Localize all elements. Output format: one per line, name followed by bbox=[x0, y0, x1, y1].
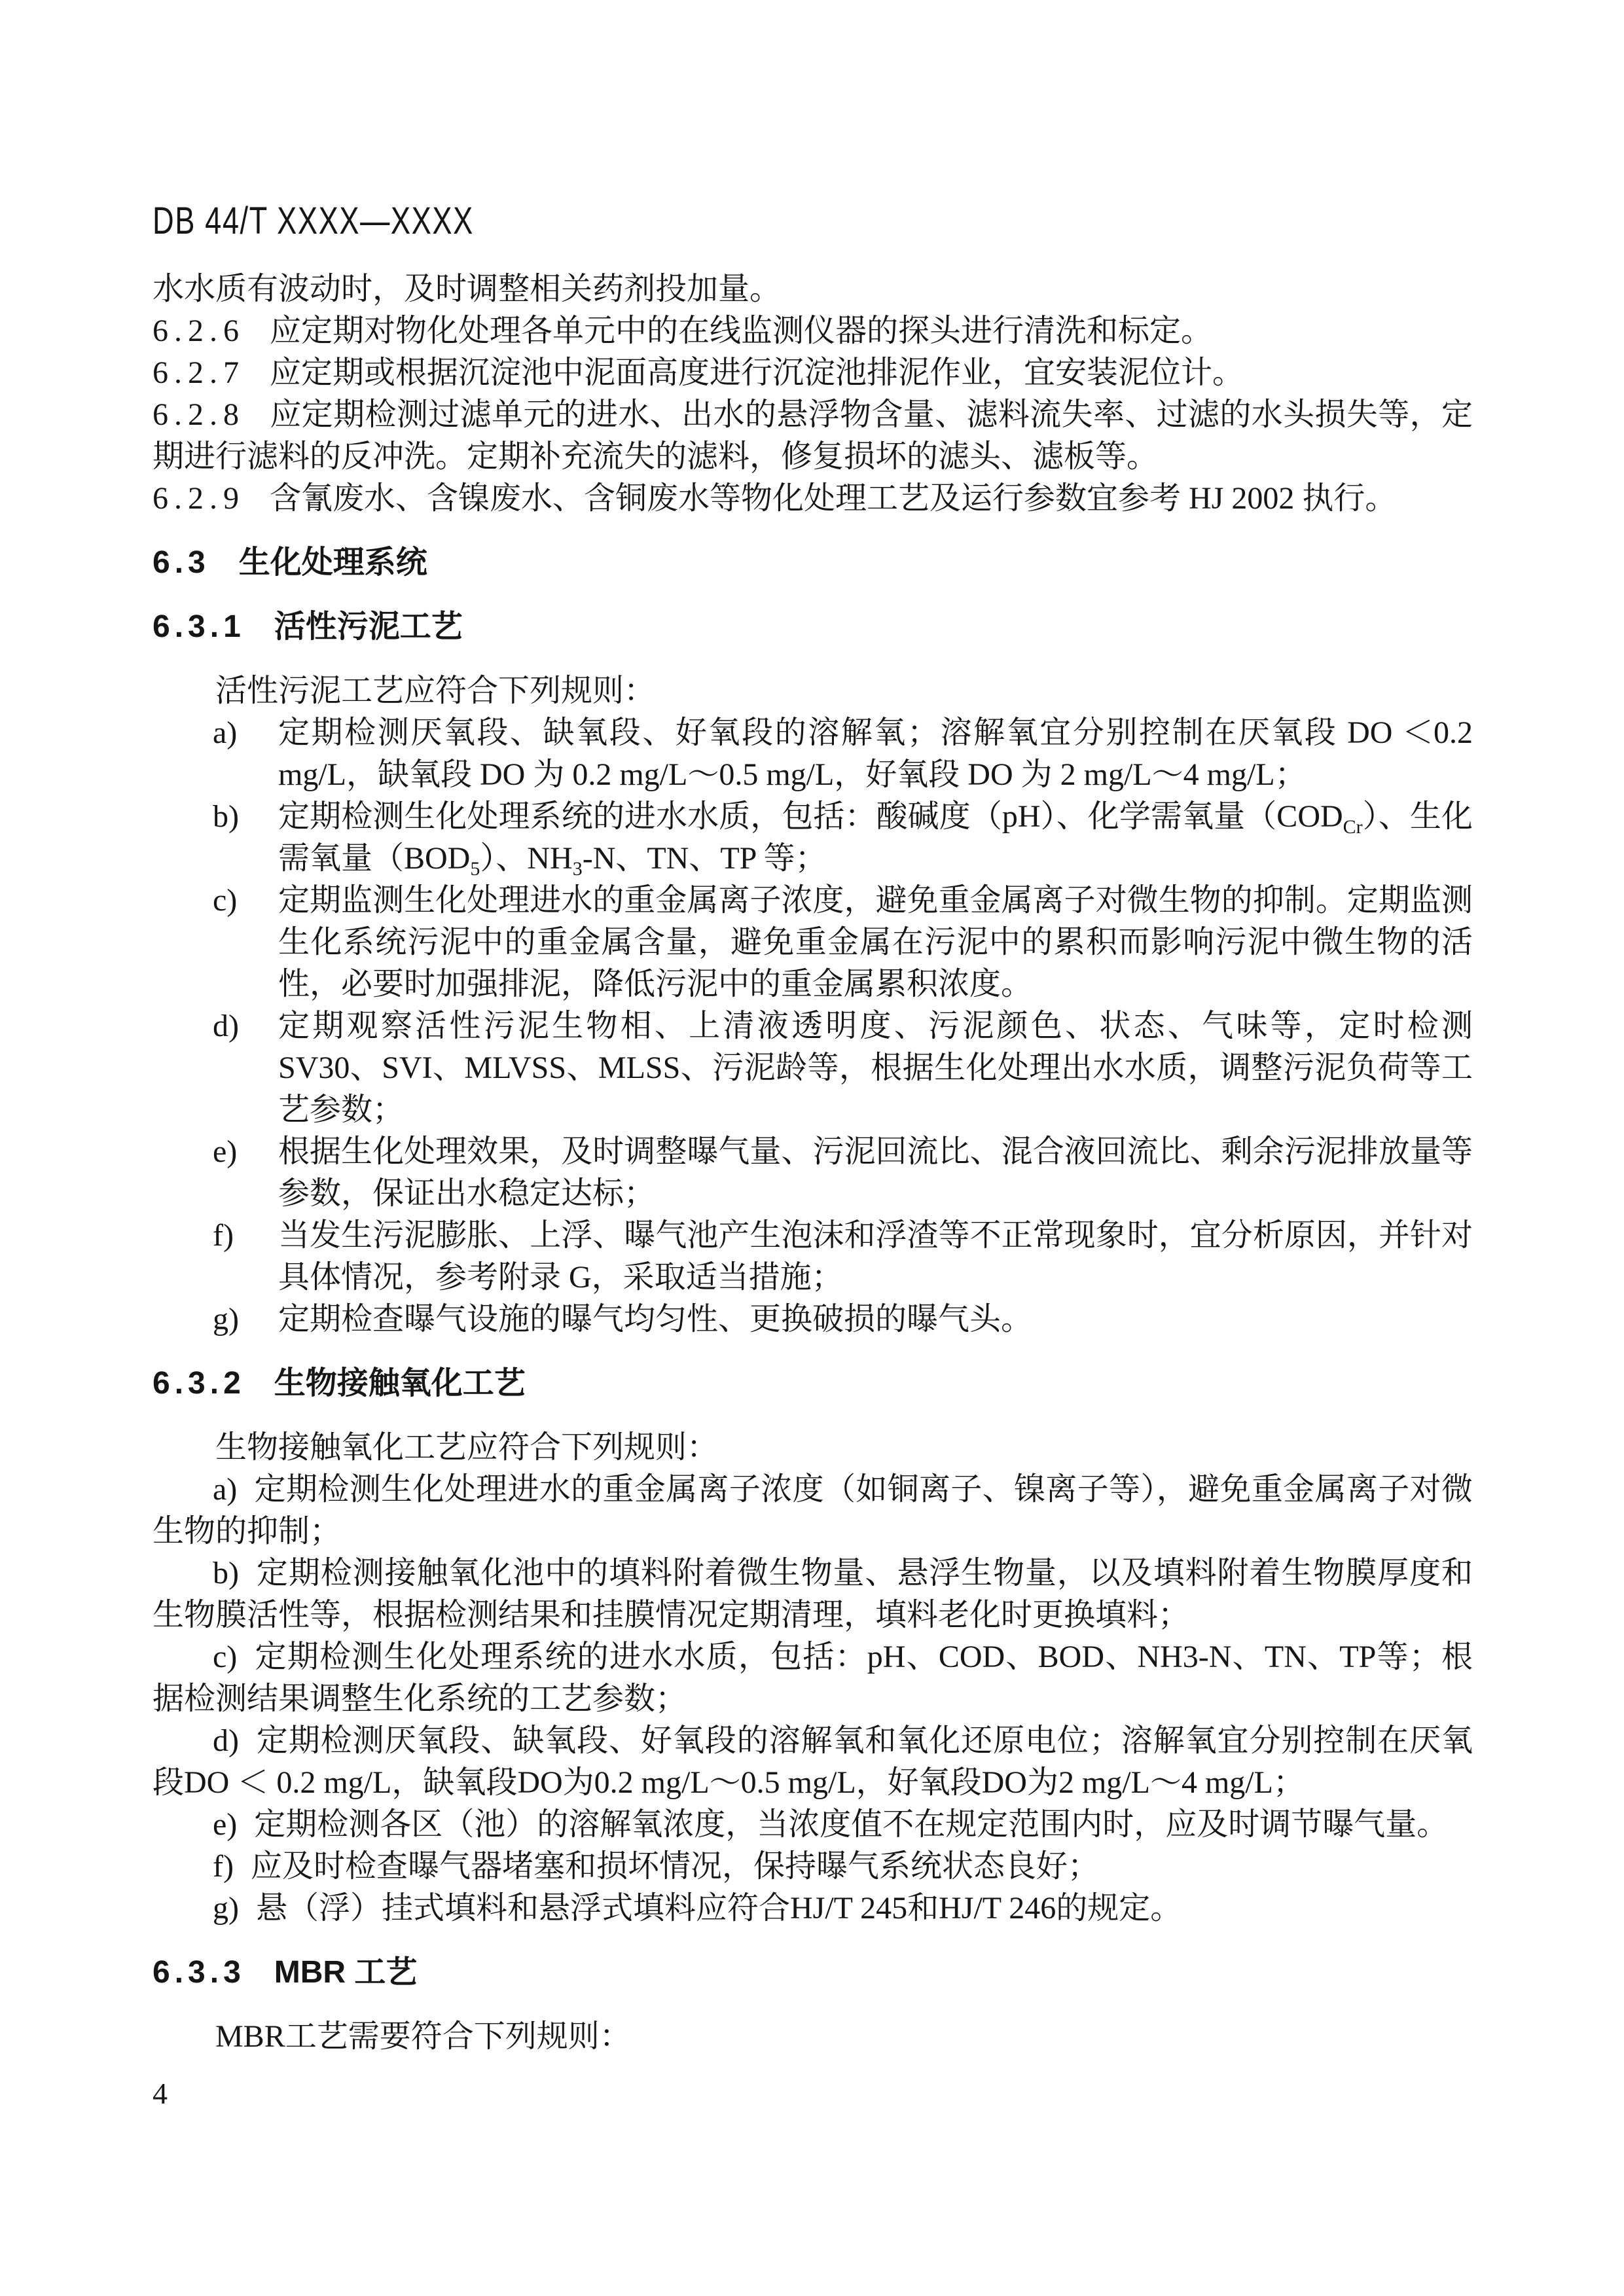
list-item-b bbox=[153, 1552, 1473, 1636]
clause-number: 6.2.9 bbox=[153, 481, 245, 516]
subscript-3: 3 bbox=[572, 858, 583, 880]
item-marker: d) bbox=[213, 1009, 239, 1043]
item-text: 应及时检查曝气器堵塞和损坏情况，保持曝气系统状态良好； bbox=[250, 1849, 1099, 1884]
list-item-b bbox=[153, 796, 1473, 880]
intro-6-3-3: MBR工艺需要符合下列规则： bbox=[215, 2019, 631, 2054]
item-marker: a) bbox=[213, 1472, 238, 1507]
item-marker: a) bbox=[213, 715, 238, 750]
clause-text: 含氰废水、含镍废水、含铜废水等物化处理工艺及运行参数宜参考 HJ 2002 执行。 bbox=[270, 481, 1397, 516]
list-item-c bbox=[153, 880, 1473, 1005]
item-text: 定期监测生化处理进水的重金属离子浓度，避免重金属离子对微生物的抑制。定期监测生化系统污泥中的重金属含量，避免重金属在污泥中的累积而影响污泥中微生物的活性，必要时加强排泥，降低污泥中的重金属累积浓度。 bbox=[278, 883, 1473, 1001]
heading-title: 生物接触氧化工艺 bbox=[274, 1366, 526, 1401]
clause-number: 6.2.7 bbox=[153, 355, 245, 390]
clause-number: 6.2.6 bbox=[153, 314, 245, 348]
intro-6-3-2: 生物接触氧化工艺应符合下列规则： bbox=[215, 1430, 719, 1465]
heading-title: MBR 工艺 bbox=[274, 1955, 418, 1990]
intro-6-3-1: 活性污泥工艺应符合下列规则： bbox=[215, 673, 656, 708]
list-item-a bbox=[153, 1469, 1473, 1552]
item-marker: c) bbox=[213, 1640, 238, 1674]
item-text: 定期检测厌氧段、缺氧段、好氧段的溶解氧和氧化还原电位；溶解氧宜分别控制在厌氧段DO ＜ 0.2 mg/L，缺氧段DO为0.2 mg/L～0.5 mg/L，好氧段DO为2 mg/L～4 mg/L； bbox=[153, 1723, 1473, 1800]
item-text: 定期检测生化处理系统的进水水质，包括：酸碱度（pH）、化学需氧量$(COD_{Cr})$、生化需氧量$(BOD_5)$、$NH_3-N$、TN、TP 等； bbox=[278, 799, 1473, 880]
list-item-d bbox=[153, 1720, 1473, 1804]
heading-6-3-2 bbox=[153, 1363, 1473, 1405]
item-text: 定期观察活性污泥生物相、上清液透明度、污泥颜色、状态、气味等，定时检测 SV30、SVI、MLVSS、MLSS、污泥龄等，根据生化处理出水水质，调整污泥负荷等工艺参数； bbox=[278, 1009, 1473, 1127]
list-6-3-1 bbox=[153, 712, 1473, 1340]
item-marker: b) bbox=[213, 1556, 239, 1590]
subscript-5: 5 bbox=[470, 858, 480, 880]
item-marker: f) bbox=[213, 1849, 234, 1884]
list-item-f bbox=[153, 1846, 1473, 1888]
list-item-g bbox=[153, 1299, 1473, 1340]
clause-6-2-9 bbox=[153, 478, 1473, 520]
clause-6-2-7 bbox=[153, 352, 1473, 394]
item-marker: d) bbox=[213, 1723, 239, 1758]
item-text: 悬（浮）挂式填料和悬浮式填料应符合HJ/T 245和HJ/T 246的规定。 bbox=[255, 1891, 1182, 1926]
item-marker: f) bbox=[213, 1218, 234, 1253]
list-item-e bbox=[153, 1804, 1473, 1846]
clause-number: 6.2.8 bbox=[153, 397, 245, 432]
item-text: 定期检测各区（池）的溶解氧浓度，当浓度值不在规定范围内时，应及时调节曝气量。 bbox=[254, 1807, 1449, 1842]
heading-number: 6.3 bbox=[153, 545, 210, 580]
page-number: 4 bbox=[153, 2077, 168, 2110]
document-body bbox=[153, 268, 1473, 2058]
subscript-cr: Cr bbox=[1343, 816, 1363, 838]
doc-code-header: DB 44/T XXXX—XXXX bbox=[153, 200, 474, 242]
item-marker: g) bbox=[213, 1302, 239, 1336]
item-text: 根据生化处理效果，及时调整曝气量、污泥回流比、混合液回流比、剩余污泥排放量等参数，保证出水稳定达标； bbox=[278, 1134, 1473, 1211]
clause-text: 应定期对物化处理各单元中的在线监测仪器的探头进行清洗和标定。 bbox=[270, 314, 1213, 348]
list-item-c bbox=[153, 1636, 1473, 1720]
list-item-d bbox=[153, 1005, 1473, 1131]
heading-number: 6.3.2 bbox=[153, 1366, 245, 1401]
list-item-f bbox=[153, 1215, 1473, 1299]
list-item-g bbox=[153, 1888, 1473, 1929]
paragraph-lead: 水水质有波动时，及时调整相关药剂投加量。 bbox=[153, 272, 782, 306]
heading-6-3-3 bbox=[153, 1952, 1473, 1994]
item-marker: c) bbox=[213, 883, 238, 918]
item-text: 定期检测生化处理进水的重金属离子浓度（如铜离子、镍离子等），避免重金属离子对微生物的抑制； bbox=[153, 1472, 1473, 1549]
heading-title: 活性污泥工艺 bbox=[274, 609, 463, 644]
item-marker: e) bbox=[213, 1134, 238, 1169]
item-marker: g) bbox=[213, 1891, 239, 1926]
heading-number: 6.3.1 bbox=[153, 609, 245, 644]
item-marker: b) bbox=[213, 799, 239, 834]
clause-text: 应定期或根据沉淀池中泥面高度进行沉淀池排泥作业，宜安装泥位计。 bbox=[270, 355, 1244, 390]
heading-number: 6.3.3 bbox=[153, 1955, 245, 1990]
list-item-e bbox=[153, 1131, 1473, 1215]
item-text: 定期检测生化处理系统的进水水质，包括：pH、COD、BOD、NH3-N、TN、TP等；根据检测结果调整生化系统的工艺参数； bbox=[153, 1640, 1473, 1716]
item-text: 定期检测厌氧段、缺氧段、好氧段的溶解氧；溶解氧宜分别控制在厌氧段 DO ＜0.2 mg/L，缺氧段 DO 为 0.2 mg/L～0.5 mg/L，好氧段 DO 为 2 mg/L～4 mg/L； bbox=[278, 715, 1473, 792]
clause-6-2-6 bbox=[153, 310, 1473, 352]
list-item-a bbox=[153, 712, 1473, 796]
item-marker: e) bbox=[213, 1807, 238, 1842]
item-text: 当发生污泥膨胀、上浮、曝气池产生泡沫和浮渣等不正常现象时，宜分析原因，并针对具体情况，参考附录 G，采取适当措施； bbox=[278, 1218, 1473, 1295]
heading-6-3-1 bbox=[153, 606, 1473, 648]
clause-6-2-8 bbox=[153, 394, 1473, 478]
list-6-3-2 bbox=[153, 1469, 1473, 1929]
heading-6-3 bbox=[153, 542, 1473, 584]
item-text: 定期检查曝气设施的曝气均匀性、更换破损的曝气头。 bbox=[278, 1302, 1033, 1336]
clause-text: 应定期检测过滤单元的进水、出水的悬浮物含量、滤料流失率、过滤的水头损失等，定期进行滤料的反冲洗。定期补充流失的滤料，修复损坏的滤头、滤板等。 bbox=[153, 397, 1473, 474]
item-text: 定期检测接触氧化池中的填料附着微生物量、悬浮生物量，以及填料附着生物膜厚度和生物膜活性等，根据检测结果和挂膜情况定期清理，填料老化时更换填料； bbox=[153, 1556, 1473, 1632]
heading-title: 生化处理系统 bbox=[238, 545, 427, 580]
